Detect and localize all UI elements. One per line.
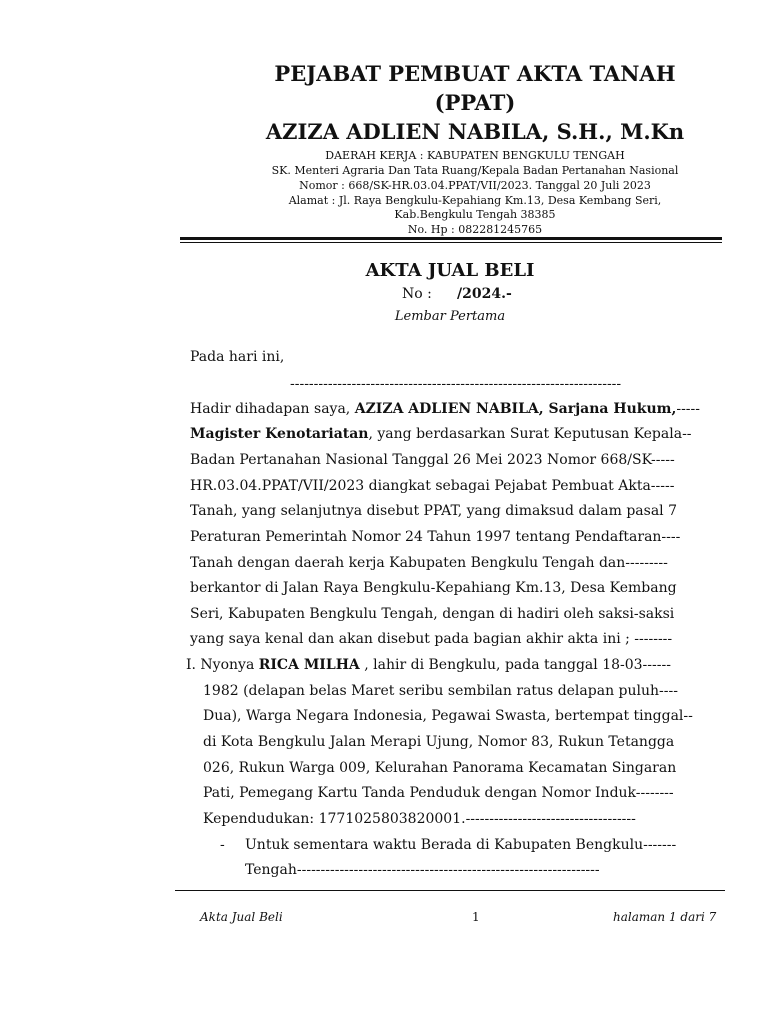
body-line: ----------------------------------------------------------------------	[290, 376, 622, 392]
party-line: 1982 (delapan belas Maret seribu sembilan ratus delapan puluh----	[203, 683, 678, 699]
phone-number: No. Hp : 082281245765	[407, 223, 543, 236]
party-line: Kependudukan: 1771025803820001.------------------------------------	[203, 811, 636, 827]
deed-number-label: No :	[402, 286, 432, 302]
body-line: Badan Pertanahan Nasional Tanggal 26 Mei 2023 Nomor 668/SK-----	[190, 452, 675, 468]
deed-title: AKTA JUAL BELI	[365, 260, 535, 281]
official-name: AZIZA ADLIEN NABILA, S.H., M.Kn	[265, 119, 685, 144]
body-text: , yang berdasarkan Surat Keputusan Kepala--	[368, 426, 692, 442]
bullet-dash: -	[220, 837, 225, 853]
footer-doc-title: Akta Jual Beli	[200, 910, 283, 924]
bullet-line: Untuk sementara waktu Berada di Kabupaten Bengkulu-------	[245, 837, 677, 853]
deed-number-value: /2024.-	[457, 286, 512, 302]
party-line: Pati, Pemegang Kartu Tanda Penduduk dengan Nomor Induk--------	[203, 785, 674, 801]
decree-line-2: Nomor : 668/SK-HR.03.04.PPAT/VII/2023. Tanggal 20 Juli 2023	[299, 179, 651, 192]
body-text: Hadir dihadapan saya,	[190, 401, 355, 417]
party-line: di Kota Bengkulu Jalan Merapi Ujung, Nomor 83, Rukun Tetangga	[203, 734, 675, 750]
footer-page-of: halaman 1 dari 7	[613, 910, 717, 924]
party-line: Dua), Warga Negara Indonesia, Pegawai Swasta, bertempat tinggal--	[203, 708, 693, 724]
letterhead-divider-thick	[180, 237, 722, 240]
body-line: Seri, Kabupaten Bengkulu Tengah, dengan di hadiri oleh saksi-saksi	[190, 606, 675, 622]
body-line: yang saya kenal dan akan disebut pada bagian akhir akta ini ; --------	[190, 631, 673, 647]
body-text: -----	[676, 401, 700, 417]
notary-degree: Magister Kenotariatan	[190, 426, 369, 442]
footer-divider	[175, 890, 725, 891]
letterhead-divider-thin	[180, 242, 722, 243]
body-line: Tanah dengan daerah kerja Kabupaten Bengkulu Tengah dan---------	[190, 555, 668, 571]
body-line	[190, 397, 700, 421]
body-line: Peraturan Pemerintah Nomor 24 Tahun 1997 tentang Pendaftaran----	[190, 529, 681, 545]
office-abbreviation: (PPAT)	[434, 90, 516, 115]
body-line: Pada hari ini,	[190, 349, 285, 365]
footer-page-number: 1	[472, 910, 480, 924]
party-name: RICA MILHA	[258, 657, 360, 673]
decree-line-1: SK. Menteri Agraria Dan Tata Ruang/Kepala Badan Pertanahan Nasional	[271, 164, 679, 177]
body-text: , lahir di Bengkulu, pada tanggal 18-03------	[359, 657, 671, 673]
notary-name: AZIZA ADLIEN NABILA, Sarjana Hukum,	[354, 401, 677, 417]
office-title: PEJABAT PEMBUAT AKTA TANAH	[274, 61, 676, 86]
body-line: HR.03.04.PPAT/VII/2023 diangkat sebagai Pejabat Pembuat Akta-----	[190, 478, 675, 494]
body-line: Tanah, yang selanjutnya disebut PPAT, yang dimaksud dalam pasal 7	[190, 503, 677, 519]
body-line: berkantor di Jalan Raya Bengkulu-Kepahiang Km.13, Desa Kembang	[190, 580, 677, 596]
address-line-1: Alamat : Jl. Raya Bengkulu-Kepahiang Km.13, Desa Kembang Seri,	[288, 194, 662, 207]
work-area: DAERAH KERJA : KABUPATEN BENGKULU TENGAH	[325, 149, 625, 162]
body-text: I. Nyonya	[186, 657, 259, 673]
party-line: 026, Rukun Warga 009, Kelurahan Panorama Kecamatan Singaran	[203, 760, 677, 776]
bullet-line: Tengah----------------------------------------------------------------	[245, 862, 600, 878]
address-line-2: Kab.Bengkulu Tengah 38385	[394, 208, 556, 221]
body-line	[190, 422, 692, 446]
sheet-label: Lembar Pertama	[394, 309, 506, 324]
party-line	[186, 653, 671, 677]
